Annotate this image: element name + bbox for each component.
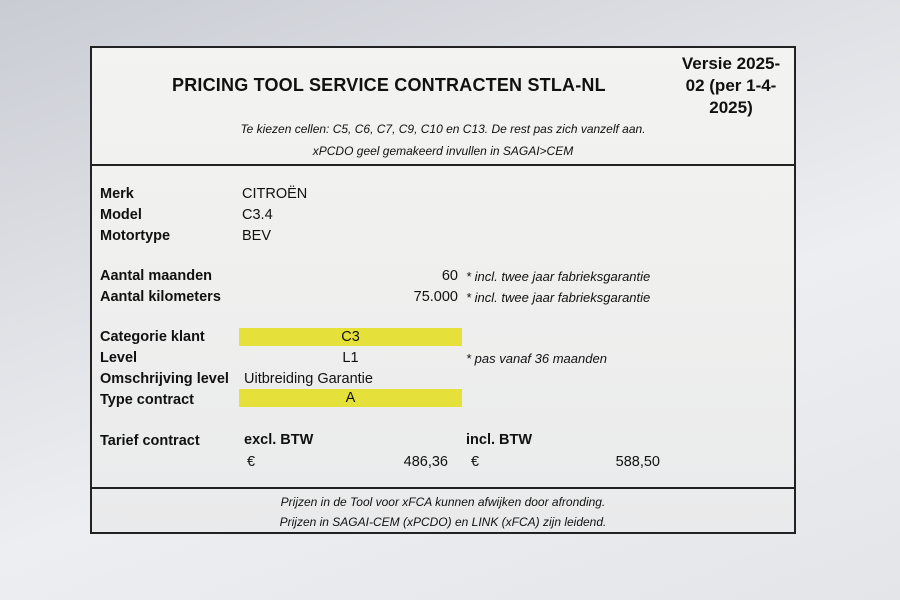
type-label: Type contract [100,392,195,408]
level-value: L1 [342,350,359,366]
categorie-value: C3 [341,329,360,345]
maanden-label: Aantal maanden [100,268,212,284]
kilometers-comment: * incl. twee jaar fabrieksgarantie [466,290,651,305]
merk-label: Merk [100,186,134,202]
model-value[interactable]: C3.4 [242,207,273,223]
omschrijving-value: Uitbreiding Garantie [244,371,373,387]
incl-btw-value: 588,50 [615,454,660,470]
kilometers-value[interactable]: 75.000 [413,289,458,305]
footer-note-2: Prijzen in SAGAI-CEM (xPCDO) en LINK (xFCA) zijn leidend. [279,515,607,529]
categorie-label: Categorie klant [100,329,205,345]
level-label: Level [100,350,138,366]
incl-currency: € [471,454,480,470]
form-section [92,164,794,489]
excl-currency: € [247,454,256,470]
omschrijving-label: Omschrijving level [100,371,229,387]
xpcdo-note: xPCDO geel gemakeerd invullen in SAGAI>CEM [312,144,574,158]
maanden-value[interactable]: 60 [441,268,458,284]
kilometers-label: Aantal kilometers [100,289,221,305]
type-value: A [345,390,356,406]
version-line-1: Versie 2025- [681,54,781,73]
excl-btw-header: excl. BTW [244,432,314,448]
page-title: PRICING TOOL SERVICE CONTRACTEN STLA-NL [172,75,606,95]
level-comment: * pas vanaf 36 maanden [466,351,607,366]
header-section [92,48,794,166]
incl-btw-header: incl. BTW [466,432,533,448]
motortype-label: Motortype [100,228,171,244]
categorie-input[interactable] [239,328,462,346]
footer-note-1: Prijzen in de Tool voor xFCA kunnen afwijken door afronding. [280,495,606,509]
version-line-2: 02 (per 1-4- [685,76,777,95]
merk-value[interactable]: CITROËN [242,186,308,202]
instruction-note: Te kiezen cellen: C5, C6, C7, C9, C10 en C13. De rest pas zich vanzelf aan. [240,122,646,136]
version-label [668,53,794,119]
maanden-comment: * incl. twee jaar fabrieksgarantie [466,269,651,284]
excl-btw-value: 486,36 [403,454,448,470]
motortype-value[interactable]: BEV [242,228,272,244]
model-label: Model [100,207,142,223]
type-input[interactable] [239,389,462,407]
version-line-3: 2025) [709,98,753,117]
pricing-sheet [90,46,796,534]
tarief-label: Tarief contract [100,433,200,449]
